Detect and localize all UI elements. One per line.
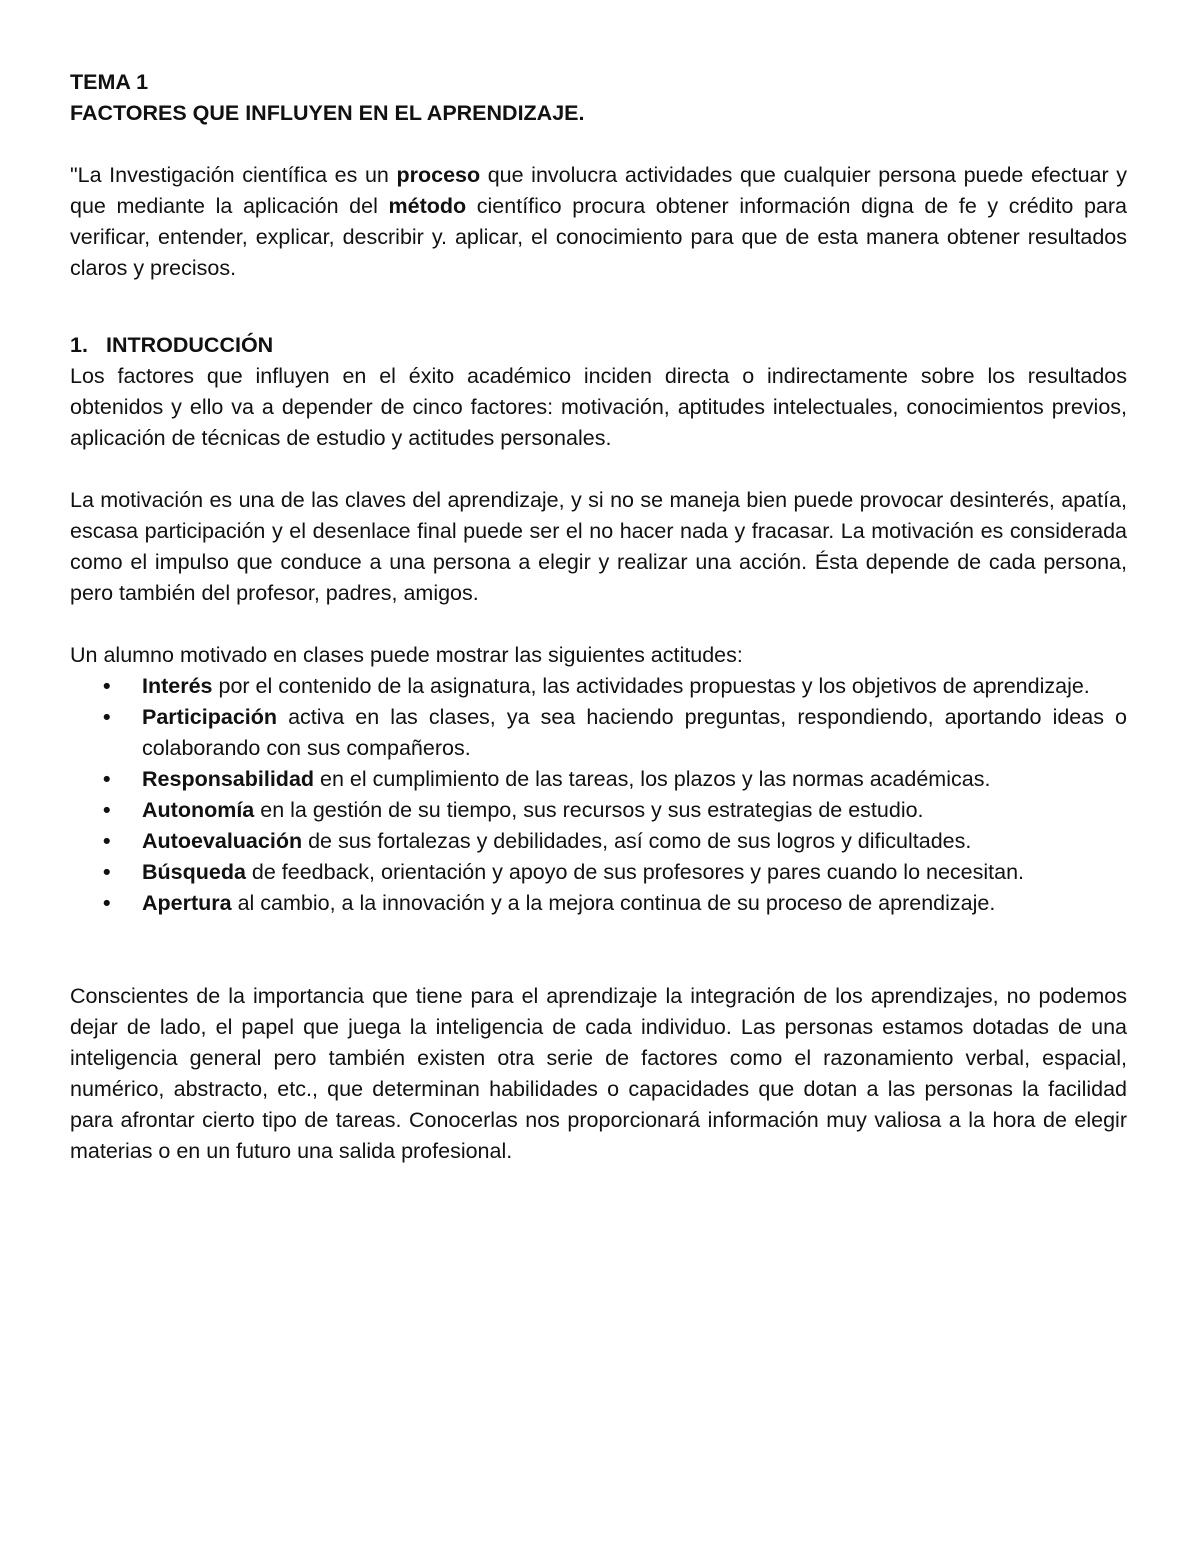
list-item [70,826,1127,857]
list-item-text: en la gestión de su tiempo, sus recursos y sus estrategias de estudio. [254,798,924,822]
list-item-term: Apertura [142,891,232,915]
section-number: 1. [70,333,88,357]
list-item-term: Participación [142,705,278,729]
bullet-icon: • [103,829,111,853]
list-item-term: Responsabilidad [142,767,315,791]
list-item-term: Interés [142,674,213,698]
document-title: FACTORES QUE INFLUYEN EN EL APRENDIZAJE. [70,101,585,125]
quote-bold-proceso: proceso [396,163,481,187]
list-item [70,888,1127,919]
bullet-icon: • [103,891,111,915]
bullet-icon: • [103,798,111,822]
list-item-text: por el contenido de la asignatura, las actividades propuestas y los objetivos de aprendizaje. [212,674,1090,698]
bullet-icon: • [103,674,111,698]
motivation-paragraph: La motivación es una de las claves del aprendizaje, y si no se maneja bien puede provocar desinterés, apatía, escasa participación y el desenlace final puede ser el no hacer nada y fracasar. La motivación es considerada como el impulso que conduce a una persona a elegir y realizar una acción. Ésta depende de cada persona, pero también del profesor, padres, amigos. [70,488,1127,605]
list-item-text: de sus fortalezas y debilidades, así como de sus logros y dificultades. [302,829,972,853]
quote-paragraph [70,160,1127,284]
list-item [70,671,1127,702]
document-page [70,67,1127,1167]
attitudes-list [70,671,1127,919]
list-item-text: activa en las clases, ya sea haciendo preguntas, respondiendo, aportando ideas o colaborando con sus compañeros. [142,705,1127,760]
quote-text-3: científico procura obtener información digna de fe y crédito para verificar, entender, explicar, describir y. aplicar, el conocimiento para que de esta manera obtener resultados claros y precisos. [70,194,1128,280]
tema-label: TEMA 1 [70,70,149,94]
quote-text-1: "La Investigación científica es un [70,163,397,187]
list-item [70,857,1127,888]
list-intro: Un alumno motivado en clases puede mostrar las siguientes actitudes: [70,643,743,667]
intro-paragraph: Los factores que influyen en el éxito académico inciden directa o indirectamente sobre los resultados obtenidos y ello va a depender de cinco factores: motivación, aptitudes intelectuales, conocimientos previos, aplicación de técnicas de estudio y actitudes personales. [70,364,1127,450]
list-item-term: Autonomía [142,798,255,822]
list-item [70,795,1127,826]
section-title: INTRODUCCIÓN [106,333,274,357]
list-item-text: en el cumplimiento de las tareas, los plazos y las normas académicas. [314,767,991,791]
intelligence-paragraph: Conscientes de la importancia que tiene para el aprendizaje la integración de los aprendizajes, no podemos dejar de lado, el papel que juega la inteligencia de cada individuo. Las personas estamos dotadas de una inteligencia general pero también existen otra serie de factores como el razonamiento verbal, espacial, numérico, abstracto, etc., que determinan habilidades o capacidades que dotan a las personas la facilidad para afrontar cierto tipo de tareas. Conocerlas nos proporcionará información muy valiosa a la hora de elegir materias o en un futuro una salida profesional. [70,984,1127,1163]
quote-bold-metodo: método [388,194,467,218]
list-item-text: al cambio, a la innovación y a la mejora continua de su proceso de aprendizaje. [231,891,996,915]
list-item-term: Autoevaluación [142,829,303,853]
list-item [70,702,1127,764]
section-heading [70,330,1127,361]
list-item-term: Búsqueda [142,860,246,884]
list-item-text: de feedback, orientación y apoyo de sus profesores y pares cuando lo necesitan. [245,860,1025,884]
list-item [70,764,1127,795]
bullet-icon: • [103,767,111,791]
bullet-icon: • [103,860,111,884]
quote-text-2: que involucra actividades que cualquier persona puede efectuar y que mediante la aplicación del [70,163,1127,218]
bullet-icon: • [103,705,111,729]
